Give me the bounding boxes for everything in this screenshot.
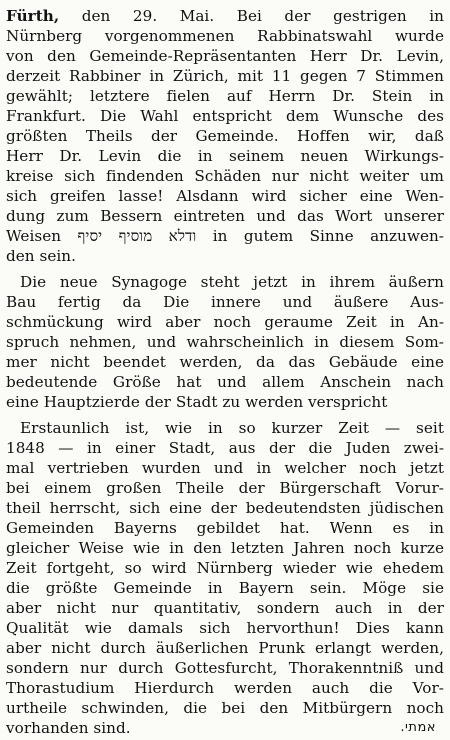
text-line: spruch nehmen, und wahrscheinlich in diesem Som- — [6, 333, 444, 351]
text-line: größten Theils der Gemeinde. Hoffen wir, daß — [6, 127, 444, 145]
author-signature: אמתי. — [400, 720, 436, 735]
paragraph-community-growth — [6, 418, 444, 738]
text-line — [6, 6, 444, 26]
text-line: Die neue Synagoge steht jetzt in ihrem äußern — [20, 273, 444, 291]
text-line: urtheile schwinden, die bei den Mitbürgern noch — [6, 699, 444, 717]
text-line: dung zum Bessern eintreten und das Wort unserer — [6, 207, 444, 225]
text-line: schmückung wird aber noch geraume Zeit in An- — [6, 313, 444, 331]
text-line: Weisen ודלא מוסיף יסיף in gutem Sinne anzuwen- — [6, 227, 444, 245]
text-line: bedeutende Größe hat und allem Anschein nach — [6, 373, 444, 391]
text-line: Frankfurt. Die Wahl entspricht dem Wunsche des — [6, 107, 444, 125]
text-line: Qualität wie damals sich hervorthun! Dies kann — [6, 619, 444, 637]
text-line: theil herrscht, sich eine der bedeutendsten jüdischen — [6, 499, 444, 517]
text-line: den sein. — [6, 247, 77, 265]
text-line: Nürnberg vorgenommenen Rabbinatswahl wurde — [6, 27, 444, 45]
text-line: mal vertrieben wurden und in welcher noch jetzt — [6, 459, 444, 477]
text-line: Thorastudium Hierdurch werden auch die Vor- — [6, 679, 444, 697]
text-line: die größte Gemeinde in Bayern sein. Möge sie — [6, 579, 444, 597]
text-line: kreise sich findenden Schäden nur nicht weiter um — [6, 167, 444, 185]
text-line: aber nicht nur quantitativ, sondern auch in der — [6, 599, 444, 617]
text-line: sondern nur durch Gottesfurcht, Thorakenntniß und — [6, 659, 444, 677]
text-line: Zeit fortgeht, so wird Nürnberg wieder wie ehedem — [6, 559, 444, 577]
text-line: bei einem großen Theile der Bürgerschaft Vorur- — [6, 479, 444, 497]
dateline-place: Fürth, — [6, 7, 60, 25]
text-line: mer nicht beendet werden, da das Gebäude eine — [6, 353, 444, 371]
text-line: sich greifen lasse! Alsdann wird sicher eine Wen- — [6, 187, 444, 205]
text-line: aber nicht durch äußerlichen Prunk erlangt werden, — [6, 639, 444, 657]
text-line: Gemeinden Bayerns gebildet hat. Wenn es in — [6, 519, 444, 537]
text-line: gewählt; letztere fielen auf Herrn Dr. Stein in — [6, 87, 444, 105]
text-line: Bau fertig da Die innere und äußere Aus- — [6, 293, 444, 311]
text-line: derzeit Rabbiner in Zürich, mit 11 gegen 7 Stimmen — [6, 67, 444, 85]
paragraph-fuerth-rabbinate-election — [6, 6, 444, 266]
final-line — [6, 718, 444, 738]
text-line: Herr Dr. Levin die in seinem neuen Wirkungs- — [6, 147, 444, 165]
text-line: Erstaunlich ist, wie in so kurzer Zeit — seit — [20, 419, 444, 437]
text-line: gleicher Weise wie in den letzten Jahren noch kurze — [6, 539, 444, 557]
text-line: vorhanden sind. — [6, 719, 131, 737]
text-line: von den Gemeinde-Repräsentanten Herr Dr. Levin, — [6, 47, 444, 65]
text-line: eine Hauptzierde der Stadt zu werden verspricht — [6, 393, 388, 411]
dateline-text: den 29. Mai. Bei der gestrigen in — [59, 7, 444, 25]
paragraph-new-synagogue — [6, 272, 444, 412]
text-line: 1848 — in einer Stadt, aus der die Juden zwei- — [6, 439, 444, 457]
